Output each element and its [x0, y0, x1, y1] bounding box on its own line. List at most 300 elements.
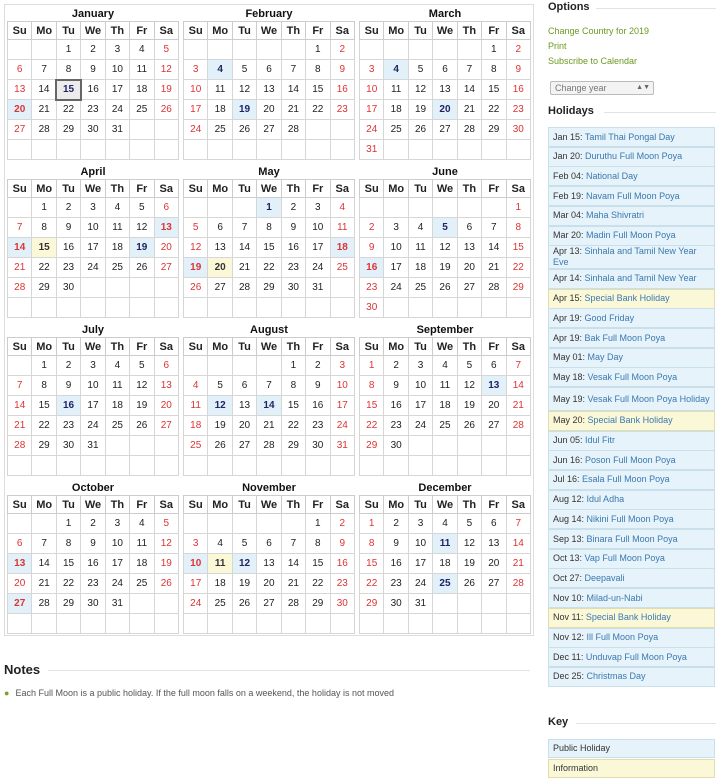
holiday-name-link[interactable]: Sinhala and Tamil New Year Eve — [553, 246, 697, 268]
day-cell: 1 — [56, 40, 80, 60]
empty-cell — [306, 120, 330, 140]
weekday-header: Fr — [306, 22, 330, 40]
empty-cell — [433, 456, 457, 476]
holiday-text — [553, 455, 676, 466]
day-cell: 6 — [232, 376, 256, 396]
empty-cell — [208, 614, 232, 634]
day-cell: 24 — [81, 416, 105, 436]
notes-item-text: Each Full Moon is a public holiday. If the full moon falls on a weekend, the holiday is not moved — [15, 688, 394, 698]
weekday-header: Su — [184, 22, 208, 40]
empty-cell — [257, 298, 281, 318]
day-cell: 25 — [184, 436, 208, 456]
day-cell: 13 — [8, 554, 32, 574]
month-november — [181, 481, 357, 639]
empty-cell — [232, 356, 256, 376]
day-cell: 30 — [81, 594, 105, 614]
weekday-header: Fr — [130, 22, 154, 40]
day-cell: 21 — [8, 416, 32, 436]
empty-cell — [105, 278, 129, 298]
day-cell: 8 — [506, 218, 530, 238]
empty-cell — [8, 140, 32, 160]
holiday-date: May 19: — [553, 393, 586, 404]
month-grid — [183, 337, 355, 476]
day-cell: 5 — [433, 218, 457, 238]
day-cell: 31 — [105, 594, 129, 614]
holiday-name-link[interactable]: Unduvap Full Moon Poya — [585, 651, 687, 662]
day-cell: 7 — [257, 376, 281, 396]
holiday-date: May 01: — [553, 352, 586, 363]
day-cell: 17 — [81, 396, 105, 416]
holiday-text — [553, 612, 671, 623]
day-cell: 28 — [32, 594, 56, 614]
day-cell: 7 — [457, 60, 481, 80]
holiday-item — [548, 206, 715, 226]
holiday-date: Feb 04: — [553, 170, 584, 181]
day-cell: 19 — [232, 574, 256, 594]
weekday-header: Su — [8, 338, 32, 356]
holiday-name-link[interactable]: Milad-un-Nabi — [586, 592, 643, 603]
empty-cell — [232, 514, 256, 534]
empty-cell — [208, 140, 232, 160]
empty-cell — [433, 198, 457, 218]
day-cell: 26 — [433, 278, 457, 298]
empty-cell — [56, 614, 80, 634]
weekday-header: Fr — [130, 338, 154, 356]
weekday-header: Sa — [506, 338, 530, 356]
day-cell: 3 — [330, 356, 354, 376]
weekday-header: We — [257, 22, 281, 40]
day-cell: 17 — [360, 100, 384, 120]
empty-cell — [457, 198, 481, 218]
holiday-name-link[interactable]: Madin Full Moon Poya — [586, 230, 676, 240]
day-cell: 29 — [306, 594, 330, 614]
day-cell: 19 — [433, 258, 457, 278]
empty-cell — [384, 40, 408, 60]
day-cell: 29 — [32, 278, 56, 298]
holiday-date: Aug 12: — [553, 494, 585, 505]
holiday-name-link[interactable]: Navam Full Moon Poya — [586, 190, 680, 201]
day-cell: 29 — [506, 278, 530, 298]
day-cell: 26 — [232, 594, 256, 614]
day-cell: 13 — [257, 554, 281, 574]
day-cell: 23 — [56, 258, 80, 278]
weekday-header: Tu — [232, 496, 256, 514]
day-cell: 23 — [81, 574, 105, 594]
holiday-text — [553, 333, 665, 344]
day-cell: 20 — [154, 238, 178, 258]
day-cell: 9 — [281, 218, 305, 238]
empty-cell — [281, 614, 305, 634]
day-cell: 20 — [482, 554, 506, 574]
holiday-name-link[interactable]: Binara Full Moon Poya — [586, 533, 678, 544]
day-cell: 28 — [506, 416, 530, 436]
day-cell: 28 — [281, 594, 305, 614]
change-year-value: Change year — [555, 83, 607, 93]
empty-cell — [154, 278, 178, 298]
day-cell: 20 — [433, 100, 457, 120]
day-cell: 12 — [130, 218, 154, 238]
day-cell: 27 — [257, 120, 281, 140]
empty-cell — [32, 40, 56, 60]
day-cell: 9 — [506, 60, 530, 80]
day-cell: 3 — [408, 356, 432, 376]
day-cell: 17 — [184, 100, 208, 120]
day-cell: 24 — [360, 120, 384, 140]
day-cell: 11 — [433, 534, 457, 554]
weekday-header: Mo — [32, 496, 56, 514]
month-october — [5, 481, 181, 639]
subscribe-link[interactable]: Subscribe to Calendar — [548, 56, 638, 66]
day-cell: 6 — [208, 218, 232, 238]
day-cell: 16 — [384, 554, 408, 574]
day-cell: 4 — [184, 376, 208, 396]
holiday-name-link[interactable]: Sinhala and Tamil New Year — [584, 273, 697, 284]
day-cell: 6 — [154, 356, 178, 376]
day-cell: 9 — [306, 376, 330, 396]
holiday-name-link[interactable]: Christmas Day — [586, 671, 646, 682]
empty-cell — [130, 614, 154, 634]
holiday-date: Apr 19: — [553, 332, 583, 343]
day-cell: 21 — [232, 258, 256, 278]
empty-cell — [330, 140, 354, 160]
weekday-header: We — [81, 496, 105, 514]
day-cell: 30 — [56, 436, 80, 456]
day-cell: 21 — [8, 258, 32, 278]
day-cell: 21 — [457, 100, 481, 120]
holiday-name-link[interactable]: Deepavali — [584, 572, 625, 583]
day-cell: 10 — [384, 238, 408, 258]
day-cell: 12 — [408, 80, 432, 100]
day-cell: 20 — [257, 574, 281, 594]
holiday-date: Feb 19: — [553, 190, 584, 201]
day-cell: 1 — [360, 356, 384, 376]
holiday-name-link[interactable]: Nikini Full Moon Poya — [586, 513, 674, 524]
day-cell: 27 — [8, 594, 32, 614]
empty-cell — [105, 140, 129, 160]
empty-cell — [130, 140, 154, 160]
weekday-header: Tu — [408, 180, 432, 198]
empty-cell — [56, 298, 80, 318]
day-cell: 18 — [130, 80, 154, 100]
empty-cell — [506, 436, 530, 456]
month-grid — [359, 337, 531, 476]
weekday-header: We — [433, 22, 457, 40]
day-cell: 3 — [306, 198, 330, 218]
month-title: November — [242, 482, 296, 494]
holiday-name-link[interactable]: National Day — [586, 170, 638, 181]
notes-divider — [48, 670, 530, 671]
holiday-name-link[interactable]: May Day — [587, 352, 624, 363]
empty-cell — [208, 198, 232, 218]
day-cell: 10 — [105, 60, 129, 80]
day-cell: 3 — [184, 534, 208, 554]
empty-cell — [130, 298, 154, 318]
empty-cell — [232, 198, 256, 218]
holiday-name-link[interactable]: Tamil Thai Pongal Day — [584, 131, 675, 142]
day-cell: 24 — [184, 120, 208, 140]
day-cell: 15 — [482, 80, 506, 100]
day-cell: 23 — [306, 416, 330, 436]
day-cell: 2 — [56, 198, 80, 218]
weekday-header: Sa — [154, 338, 178, 356]
day-cell: 8 — [56, 60, 80, 80]
day-cell: 11 — [105, 218, 129, 238]
day-cell: 2 — [330, 514, 354, 534]
day-cell: 15 — [506, 238, 530, 258]
day-cell: 21 — [506, 396, 530, 416]
holiday-name-link[interactable]: Ill Full Moon Poya — [586, 632, 659, 642]
day-cell: 15 — [306, 80, 330, 100]
empty-cell — [32, 140, 56, 160]
day-cell: 14 — [8, 396, 32, 416]
day-cell: 12 — [232, 554, 256, 574]
day-cell: 8 — [257, 218, 281, 238]
empty-cell — [482, 140, 506, 160]
holiday-name-link[interactable]: Special Bank Holiday — [584, 293, 670, 304]
weekday-header: Mo — [208, 180, 232, 198]
day-cell: 26 — [232, 120, 256, 140]
empty-cell — [257, 140, 281, 160]
day-cell: 5 — [184, 218, 208, 238]
day-cell: 16 — [81, 80, 105, 100]
month-january — [5, 7, 181, 165]
holidays-divider — [604, 112, 716, 113]
day-cell: 27 — [8, 120, 32, 140]
holiday-date: Apr 15: — [553, 293, 583, 304]
day-cell: 6 — [257, 60, 281, 80]
holiday-date: May 18: — [553, 371, 586, 382]
weekday-header: Fr — [482, 180, 506, 198]
day-cell: 31 — [306, 278, 330, 298]
month-july — [5, 323, 181, 481]
month-title: July — [81, 324, 104, 336]
day-cell: 1 — [306, 514, 330, 534]
change-year-select[interactable] — [550, 81, 654, 95]
holiday-name-link[interactable]: Maha Shivratri — [586, 210, 645, 221]
month-title: December — [418, 482, 472, 494]
day-cell: 13 — [257, 80, 281, 100]
day-cell: 9 — [56, 376, 80, 396]
holiday-name-link[interactable]: Vesak Full Moon Poya — [587, 371, 678, 382]
empty-cell — [330, 298, 354, 318]
day-cell: 10 — [408, 534, 432, 554]
weekday-header: We — [257, 496, 281, 514]
empty-cell — [506, 140, 530, 160]
holiday-item — [548, 269, 715, 289]
bullet-icon: ● — [4, 688, 10, 698]
month-december — [357, 481, 533, 639]
day-cell: 29 — [360, 594, 384, 614]
weekday-header: Mo — [208, 22, 232, 40]
weekday-header: Su — [184, 496, 208, 514]
empty-cell — [56, 456, 80, 476]
weekday-header: Sa — [154, 22, 178, 40]
notes-title: Notes — [4, 662, 41, 677]
holiday-item — [548, 509, 715, 529]
weekday-header: Su — [8, 180, 32, 198]
empty-cell — [306, 298, 330, 318]
day-cell: 28 — [8, 278, 32, 298]
holiday-name-link[interactable]: Idul Adha — [586, 494, 625, 505]
empty-cell — [32, 614, 56, 634]
holiday-name-link[interactable]: Special Bank Holiday — [585, 612, 671, 623]
weekday-header: Tu — [56, 496, 80, 514]
weekday-header: Sa — [154, 180, 178, 198]
empty-cell — [457, 614, 481, 634]
day-cell: 1 — [506, 198, 530, 218]
day-cell: 13 — [482, 534, 506, 554]
empty-cell — [184, 198, 208, 218]
day-cell: 4 — [105, 198, 129, 218]
day-cell: 3 — [408, 514, 432, 534]
weekday-header: Mo — [208, 496, 232, 514]
day-cell: 11 — [184, 396, 208, 416]
empty-cell — [482, 594, 506, 614]
day-cell: 7 — [482, 218, 506, 238]
day-cell: 13 — [232, 396, 256, 416]
day-cell: 16 — [360, 258, 384, 278]
day-cell: 25 — [330, 258, 354, 278]
day-cell: 27 — [482, 574, 506, 594]
day-cell: 22 — [32, 416, 56, 436]
day-cell: 22 — [56, 100, 80, 120]
holiday-text — [553, 313, 634, 324]
day-cell: 27 — [232, 436, 256, 456]
empty-cell — [154, 120, 178, 140]
day-cell: 21 — [482, 258, 506, 278]
day-cell: 4 — [105, 356, 129, 376]
day-cell: 29 — [281, 436, 305, 456]
print-link[interactable]: Print — [548, 41, 567, 51]
day-cell: 22 — [257, 258, 281, 278]
day-cell: 4 — [408, 218, 432, 238]
day-cell: 30 — [281, 278, 305, 298]
key-title: Key — [548, 716, 569, 728]
day-cell: 19 — [208, 416, 232, 436]
day-cell: 1 — [32, 198, 56, 218]
day-cell: 24 — [306, 258, 330, 278]
empty-cell — [506, 614, 530, 634]
day-cell: 21 — [32, 100, 56, 120]
day-cell: 21 — [32, 574, 56, 594]
day-cell: 31 — [360, 140, 384, 160]
day-cell: 5 — [232, 534, 256, 554]
day-cell: 4 — [433, 514, 457, 534]
holiday-name-link[interactable]: Idul Fitr — [585, 435, 616, 445]
weekday-header: Tu — [56, 180, 80, 198]
day-cell: 18 — [208, 100, 232, 120]
day-cell: 23 — [384, 574, 408, 594]
day-cell: 29 — [360, 436, 384, 456]
empty-cell — [482, 198, 506, 218]
holiday-text — [553, 632, 658, 643]
empty-cell — [105, 298, 129, 318]
day-cell: 20 — [154, 396, 178, 416]
day-cell: 8 — [360, 534, 384, 554]
month-title: August — [250, 324, 288, 336]
holiday-item — [548, 588, 715, 608]
day-cell: 29 — [32, 436, 56, 456]
day-cell: 22 — [306, 574, 330, 594]
empty-cell — [130, 456, 154, 476]
day-cell: 18 — [105, 396, 129, 416]
weekday-header: Fr — [482, 338, 506, 356]
holiday-text — [553, 132, 675, 143]
holiday-name-link[interactable]: Bak Full Moon Poya — [584, 332, 666, 343]
day-cell: 20 — [232, 416, 256, 436]
holidays-title: Holidays — [548, 105, 594, 117]
month-september — [357, 323, 533, 481]
holiday-name-link[interactable]: Poson Full Moon Poya — [585, 454, 676, 465]
weekday-header: Su — [360, 496, 384, 514]
day-cell: 12 — [457, 534, 481, 554]
day-cell: 25 — [384, 120, 408, 140]
day-cell: 7 — [281, 534, 305, 554]
empty-cell — [208, 298, 232, 318]
holiday-item — [548, 226, 715, 246]
holiday-name-link[interactable]: Good Friday — [584, 312, 635, 323]
day-cell: 29 — [257, 278, 281, 298]
day-cell: 17 — [105, 554, 129, 574]
empty-cell — [257, 456, 281, 476]
day-cell: 4 — [433, 356, 457, 376]
holiday-item — [548, 568, 715, 588]
weekday-header: Th — [457, 180, 481, 198]
holiday-text — [553, 394, 710, 405]
day-cell: 8 — [306, 60, 330, 80]
month-april — [5, 165, 181, 323]
weekday-header: Su — [360, 22, 384, 40]
holiday-name-link[interactable]: Esala Full Moon Poya — [582, 474, 670, 485]
holiday-name-link[interactable]: Special Bank Holiday — [587, 415, 673, 426]
empty-cell — [8, 456, 32, 476]
day-cell: 22 — [360, 574, 384, 594]
day-cell: 27 — [457, 278, 481, 298]
day-cell: 14 — [457, 80, 481, 100]
empty-cell — [360, 614, 384, 634]
day-cell: 13 — [457, 238, 481, 258]
day-cell: 3 — [384, 218, 408, 238]
holiday-name-link[interactable]: Vesak Full Moon Poya Holiday — [587, 393, 710, 404]
holiday-date: Apr 13: — [553, 246, 583, 257]
day-cell: 6 — [154, 198, 178, 218]
day-cell: 18 — [408, 258, 432, 278]
day-cell: 16 — [384, 396, 408, 416]
weekday-header: Th — [457, 338, 481, 356]
empty-cell — [457, 140, 481, 160]
holiday-name-link[interactable]: Vap Full Moon Poya — [584, 553, 665, 564]
holiday-item — [548, 431, 715, 451]
day-cell: 4 — [130, 514, 154, 534]
day-cell: 11 — [130, 534, 154, 554]
day-cell: 13 — [8, 80, 32, 100]
day-cell: 16 — [56, 238, 80, 258]
day-cell: 12 — [154, 60, 178, 80]
day-cell: 17 — [105, 80, 129, 100]
day-cell: 10 — [105, 534, 129, 554]
holiday-name-link[interactable]: Duruthu Full Moon Poya — [585, 151, 683, 162]
change-country-link[interactable]: Change Country for 2019 — [548, 26, 650, 36]
day-cell: 30 — [81, 120, 105, 140]
day-cell: 24 — [408, 416, 432, 436]
day-cell: 26 — [184, 278, 208, 298]
day-cell: 3 — [81, 198, 105, 218]
holiday-item — [548, 147, 715, 167]
day-cell: 10 — [306, 218, 330, 238]
month-grid — [183, 21, 355, 160]
day-cell: 5 — [130, 198, 154, 218]
day-cell: 28 — [506, 574, 530, 594]
